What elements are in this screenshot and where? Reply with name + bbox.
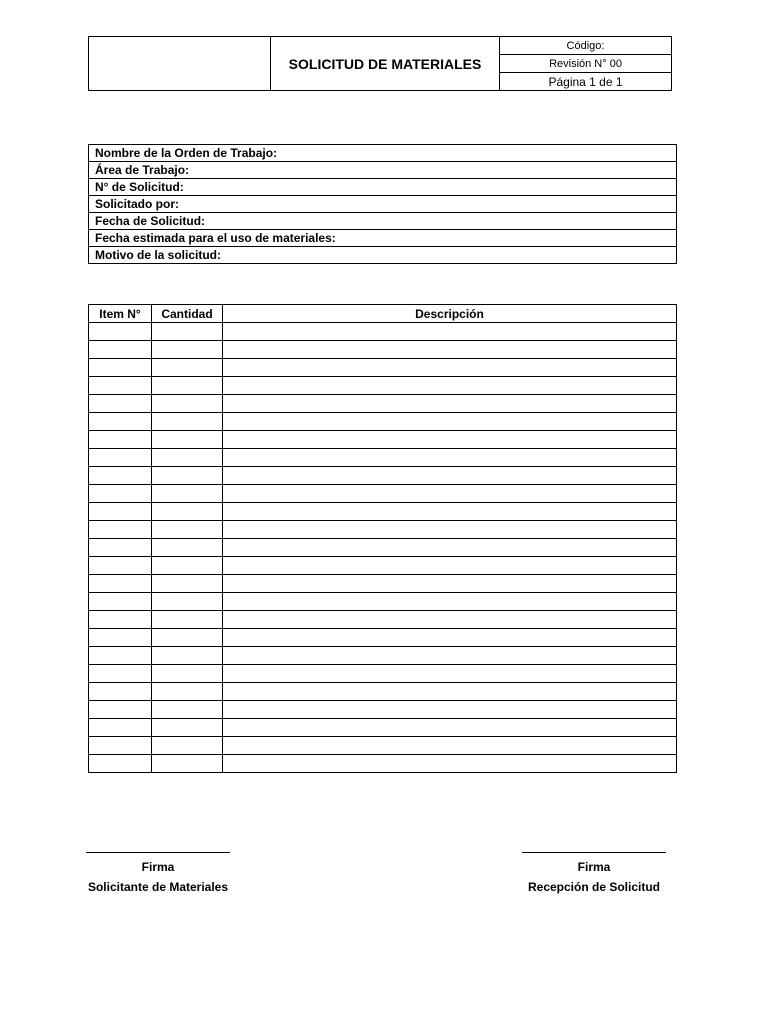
table-row [89,737,677,755]
info-row [89,230,677,247]
signature-requester [86,852,230,895]
description-cell[interactable] [223,683,677,701]
info-order-name[interactable]: Nombre de la Orden de Trabajo: [89,145,677,162]
quantity-cell[interactable] [152,341,223,359]
description-cell[interactable] [223,431,677,449]
table-row [89,629,677,647]
info-row [89,179,677,196]
table-row [89,323,677,341]
col-description: Descripción [223,305,677,323]
item-number-cell[interactable] [89,575,152,593]
description-cell[interactable] [223,665,677,683]
document-meta [500,37,671,90]
info-row [89,162,677,179]
page-number: Página 1 de 1 [500,72,671,90]
signature-line [522,852,666,853]
description-cell[interactable] [223,611,677,629]
request-info-table [88,144,677,264]
quantity-cell[interactable] [152,485,223,503]
description-cell[interactable] [223,719,677,737]
revision-label: Revisión N° 00 [500,54,671,72]
document-title: SOLICITUD DE MATERIALES [271,37,500,90]
quantity-cell[interactable] [152,629,223,647]
logo-area [89,37,271,90]
table-row [89,485,677,503]
table-row [89,683,677,701]
description-cell[interactable] [223,467,677,485]
item-number-cell[interactable] [89,611,152,629]
item-number-cell[interactable] [89,719,152,737]
description-cell[interactable] [223,737,677,755]
description-cell[interactable] [223,377,677,395]
description-cell[interactable] [223,449,677,467]
description-cell[interactable] [223,323,677,341]
item-number-cell[interactable] [89,701,152,719]
info-estimated-use-date[interactable]: Fecha estimada para el uso de materiales: [89,230,677,247]
quantity-cell[interactable] [152,557,223,575]
table-row [89,719,677,737]
item-number-cell[interactable] [89,467,152,485]
materials-body [89,323,677,773]
quantity-cell[interactable] [152,719,223,737]
item-number-cell[interactable] [89,359,152,377]
materials-header-row [89,305,677,323]
item-number-cell[interactable] [89,413,152,431]
description-cell[interactable] [223,701,677,719]
quantity-cell[interactable] [152,359,223,377]
item-number-cell[interactable] [89,395,152,413]
description-cell[interactable] [223,593,677,611]
quantity-cell[interactable] [152,683,223,701]
info-request-date[interactable]: Fecha de Solicitud: [89,213,677,230]
quantity-cell[interactable] [152,647,223,665]
quantity-cell[interactable] [152,431,223,449]
quantity-cell[interactable] [152,377,223,395]
item-number-cell[interactable] [89,485,152,503]
quantity-cell[interactable] [152,323,223,341]
signature-label: Firma [577,860,611,874]
item-number-cell[interactable] [89,323,152,341]
table-row [89,395,677,413]
item-number-cell[interactable] [89,755,152,773]
table-row [89,341,677,359]
table-row [89,557,677,575]
materials-table [88,304,677,773]
quantity-cell[interactable] [152,611,223,629]
quantity-cell[interactable] [152,467,223,485]
description-cell[interactable] [223,395,677,413]
quantity-cell[interactable] [152,449,223,467]
info-row [89,247,677,264]
table-row [89,647,677,665]
info-work-area[interactable]: Área de Trabajo: [89,162,677,179]
table-row [89,521,677,539]
item-number-cell[interactable] [89,341,152,359]
description-cell[interactable] [223,557,677,575]
col-quantity: Cantidad [152,305,223,323]
info-reason[interactable]: Motivo de la solicitud: [89,247,677,264]
item-number-cell[interactable] [89,629,152,647]
table-row [89,467,677,485]
signature-role: Solicitante de Materiales [87,880,229,894]
description-cell[interactable] [223,413,677,431]
item-number-cell[interactable] [89,449,152,467]
table-row [89,701,677,719]
quantity-cell[interactable] [152,755,223,773]
quantity-cell[interactable] [152,593,223,611]
description-cell[interactable] [223,647,677,665]
description-cell[interactable] [223,341,677,359]
code-label: Código: [566,39,605,52]
table-row [89,539,677,557]
quantity-cell[interactable] [152,701,223,719]
description-cell[interactable] [223,521,677,539]
table-row [89,359,677,377]
description-cell[interactable] [223,485,677,503]
quantity-cell[interactable] [152,413,223,431]
quantity-cell[interactable] [152,395,223,413]
item-number-cell[interactable] [89,593,152,611]
description-cell[interactable] [223,575,677,593]
table-row [89,377,677,395]
table-row [89,431,677,449]
signature-role: Recepción de Solicitud [527,880,661,894]
item-number-cell[interactable] [89,557,152,575]
description-cell[interactable] [223,755,677,773]
quantity-cell[interactable] [152,737,223,755]
info-request-number[interactable]: N° de Solicitud: [89,179,677,196]
info-row [89,196,677,213]
table-row [89,503,677,521]
description-cell[interactable] [223,629,677,647]
quantity-cell[interactable] [152,665,223,683]
item-number-cell[interactable] [89,521,152,539]
item-number-cell[interactable] [89,683,152,701]
table-row [89,665,677,683]
col-item-number: Item N° [89,305,152,323]
quantity-cell[interactable] [152,575,223,593]
table-row [89,413,677,431]
item-number-cell[interactable] [89,431,152,449]
item-number-cell[interactable] [89,377,152,395]
table-row [89,575,677,593]
signature-label: Firma [141,860,175,874]
description-cell[interactable] [223,503,677,521]
quantity-cell[interactable] [152,521,223,539]
quantity-cell[interactable] [152,539,223,557]
table-row [89,593,677,611]
description-cell[interactable] [223,539,677,557]
description-cell[interactable] [223,359,677,377]
info-requested-by[interactable]: Solicitado por: [89,196,677,213]
info-row [89,213,677,230]
table-row [89,449,677,467]
item-number-cell[interactable] [89,737,152,755]
signature-line [86,852,230,853]
table-row [89,755,677,773]
signature-receiver [522,852,666,895]
item-number-cell[interactable] [89,647,152,665]
item-number-cell[interactable] [89,539,152,557]
quantity-cell[interactable] [152,503,223,521]
info-row [89,145,677,162]
document-header [88,36,672,91]
item-number-cell[interactable] [89,503,152,521]
item-number-cell[interactable] [89,665,152,683]
table-row [89,611,677,629]
